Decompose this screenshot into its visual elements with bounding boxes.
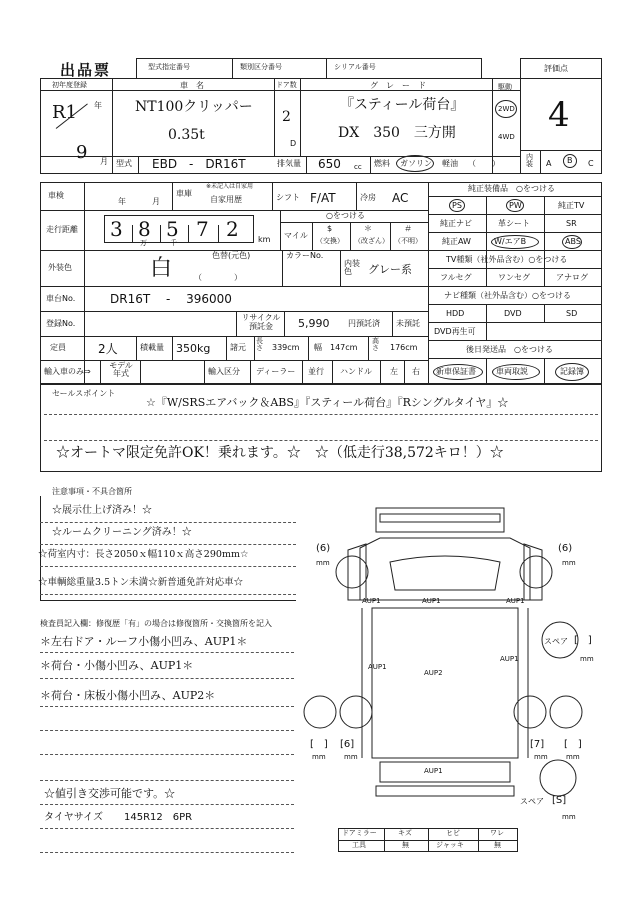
notes-label: 注意事項・不具合箇所 [52, 487, 132, 496]
exterior-value: 白 [150, 256, 173, 281]
len-label: 長さ [256, 337, 263, 352]
inspector-label: 検査員記入欄：修復歴「有」の場合は修復箇所・交換箇所を記入 [40, 619, 272, 628]
inspector-line: ＊荷台・小傷小凹み、AUP1＊ [40, 659, 194, 672]
len-value: 339cm [272, 343, 300, 352]
width-value: 147cm [330, 343, 358, 352]
mileage-digit: 2 [226, 217, 239, 241]
ac-label: 冷房 [360, 193, 376, 202]
tread-rr2-unit: mm [566, 753, 580, 761]
options-title: 純正装備品 ○をつける [468, 184, 555, 193]
aup-center: AUP2 [424, 669, 443, 677]
tread-rl2: [6] [340, 739, 355, 750]
interior-color-label: 内装色 [344, 259, 360, 276]
aup-right: AUP1 [500, 655, 519, 663]
model-value: EBD - DR16T [152, 157, 246, 171]
recycle-mi: 未預託 [396, 319, 420, 328]
doors-value: 2 [282, 109, 291, 125]
shaken-label: 車検 [48, 191, 64, 200]
interior-color-value: グレー系 [368, 263, 412, 276]
reg-label: 登録No. [46, 319, 76, 328]
inspector-line: ＊左右ドア・ルーフ小傷小凹み、AUP1＊ [40, 635, 248, 648]
load-value: 350kg [176, 342, 211, 355]
man-label: 万 [140, 239, 147, 247]
odo-mark: ○をつける [326, 211, 365, 220]
navi-type-title: ナビ種類（社外品含む）○をつける [444, 291, 571, 300]
interior-b: B [567, 156, 573, 165]
month-value: 9 [76, 142, 88, 163]
mileage-digit: 7 [196, 217, 209, 241]
tread-rl1-unit: mm [312, 753, 326, 761]
grade-line2: DX 350 三方開 [338, 125, 456, 141]
mileage-digit: 3 [110, 217, 123, 241]
color-change-label: 色替(元色) [212, 251, 251, 260]
kaizan-label: （改ざん） [354, 237, 389, 245]
garage-note: ※未記入は自家用 [206, 183, 254, 190]
opt-hdd: HDD [446, 309, 465, 318]
sen-label: 千 [170, 239, 177, 247]
model-label: 型式 [116, 159, 132, 168]
tread-fl: (6) [316, 543, 331, 554]
import-label: 輸入車のみ⇒ [44, 367, 91, 376]
drive-4wd: 4WD [498, 133, 515, 141]
interior-label: 内装 [526, 153, 533, 168]
opt-dvd: DVD [504, 309, 522, 318]
load-label: 積載量 [140, 343, 164, 352]
note-line: ☆車輌総重量3.5トン未満☆新普通免許対応車☆ [38, 577, 244, 588]
hyoka-label: 評価点 [544, 64, 568, 73]
model-year-label: モデル年式 [109, 361, 133, 378]
mileage-digit: 8 [138, 217, 151, 241]
chassis-value: DR16T - 396000 [110, 292, 232, 306]
grade-line1: 『スティール荷台』 [340, 97, 465, 113]
kata-label: 型式指定番号 [148, 63, 190, 71]
grade-label: グ レ ー ド [370, 81, 426, 90]
km-label: km [258, 235, 271, 244]
opt-fullseg: フルセグ [440, 273, 472, 282]
aup-left: AUP1 [368, 663, 387, 671]
aup-front-right: AUP1 [506, 597, 525, 605]
color-no-label: カラーNo. [286, 251, 324, 260]
width-label: 幅 [314, 343, 322, 352]
sales-point-label: セールスポイント [52, 389, 116, 398]
page-title: 出品票 [60, 61, 112, 79]
shaken-month: 月 [152, 197, 160, 206]
fuel-light: 軽油 [442, 159, 458, 168]
tire-label: タイヤサイズ [44, 812, 103, 823]
spare-bottom-unit: mm [562, 813, 576, 821]
tread-rr2: [ ] [564, 739, 582, 750]
right-label: 右 [412, 367, 420, 376]
opt-abs: ABS [565, 237, 581, 246]
shift-value: F/AT [310, 191, 336, 205]
vehicle-damage-diagram [300, 500, 600, 830]
doors-label: ドア数 [276, 81, 297, 89]
dim-label: 諸元 [230, 343, 246, 352]
fumei-symbol: ＃ [404, 224, 412, 233]
spare-top-value: [ ] [574, 635, 592, 646]
car-name-value: NT100クリッパー [135, 99, 253, 115]
spare-top-unit: mm [580, 655, 594, 663]
inspector-line: ＊荷台・床板小傷小凹み、AUP2＊ [40, 689, 216, 702]
year-unit: 年 [94, 101, 102, 110]
interior-a: A [546, 159, 552, 168]
tread-rr1: [7] [530, 739, 545, 750]
ruibetsu-label: 類別区分番号 [240, 63, 282, 71]
handle-label: ハンドル [340, 367, 372, 376]
fuel-label: 燃料 [374, 159, 390, 168]
opt-navi: 純正ナビ [440, 219, 472, 228]
tv-type-title: TV種類（社外品含む）○をつける [446, 255, 568, 264]
later-title: 後日発送品 ○をつける [466, 345, 553, 354]
tonnage-value: 0.35t [168, 127, 205, 143]
displacement-value: 650 [318, 157, 341, 171]
recycle-label: リサイクル預託金 [241, 313, 281, 331]
tread-rl1: [ ] [310, 739, 328, 750]
note-line: ☆展示仕上げ済み！☆ [52, 505, 152, 516]
displacement-label: 排気量 [277, 159, 301, 168]
capacity-label: 定員 [50, 343, 66, 352]
opt-ps: PS [452, 201, 462, 210]
sales-point-line2: ☆オートマ限定免許OK！乗れます。☆ ☆（低走行38,572キロ！）☆ [56, 445, 504, 461]
drive-2wd: 2WD [498, 105, 515, 113]
interior-c: C [588, 159, 594, 168]
opt-dvd-play: DVD再生可 [434, 327, 476, 336]
drive-label: 駆動 [498, 83, 512, 91]
chassis-label: 車台No. [46, 294, 76, 303]
garage-label: 車庫 [176, 189, 192, 198]
door-type: D [290, 139, 297, 148]
jack-label: ジャッキ [436, 841, 464, 849]
import-kubun: 輸入区分 [208, 367, 240, 376]
opt-sd: SD [566, 309, 578, 318]
aup-rear: AUP1 [424, 767, 443, 775]
kaizan-symbol: ＊ [364, 224, 372, 233]
ac-value: AC [392, 191, 409, 205]
era-value: R1 [52, 102, 78, 123]
ware-label: ワレ [490, 829, 504, 837]
opt-new-warranty: 新車保証書 [436, 367, 476, 376]
tread-rr1-unit: mm [534, 753, 548, 761]
tire-value: 145R12 6PR [124, 812, 193, 823]
car-name-label: 車 名 [180, 81, 204, 90]
tread-rl2-unit: mm [344, 753, 358, 761]
fumei-label: （不明） [394, 237, 422, 245]
recycle-unit: 円預託済 [348, 319, 380, 328]
tool-label: 工具 [352, 841, 366, 849]
fuel-other: （ ） [468, 159, 500, 168]
mile-label: マイル [284, 231, 308, 240]
mirror-label: ドアミラー [342, 829, 377, 837]
opt-record: 記録簿 [560, 367, 584, 376]
jack-value: 無 [494, 841, 501, 849]
tool-value: 無 [402, 841, 409, 849]
garage-rireki: 自家用歴 [210, 195, 242, 204]
month-unit: 月 [100, 157, 108, 166]
spare-bottom-value: [S] [552, 795, 567, 806]
opt-aw: 純正AW [442, 237, 471, 246]
opt-analog: アナログ [556, 273, 588, 282]
height-label: 高さ [372, 337, 379, 352]
note-line: ☆ルームクリーニング済み！☆ [52, 527, 192, 538]
exchange-symbol: $ [327, 224, 333, 233]
left-label: 左 [390, 367, 398, 376]
shaken-year: 年 [118, 197, 126, 206]
shift-label: シフト [276, 193, 300, 202]
nego-text: ☆値引き交渉可能です。☆ [44, 787, 176, 800]
capacity-value: 2人 [98, 342, 118, 356]
aup-front-mid: AUP1 [422, 597, 441, 605]
height-value: 176cm [390, 343, 418, 352]
mileage-digit: 5 [166, 217, 179, 241]
aup-front-left: AUP1 [362, 597, 381, 605]
color-change-paren: （ ） [194, 273, 242, 282]
parallel-label: 並行 [308, 367, 324, 376]
tread-fl-unit: mm [316, 559, 330, 567]
score-value: 4 [548, 95, 570, 135]
crack-label: ヒビ [446, 829, 460, 837]
recycle-value: 5,990 [298, 317, 330, 330]
fuel-value: ガソリン [400, 159, 432, 168]
opt-tv: 純正TV [558, 201, 585, 210]
exchange-label: （交換） [316, 237, 344, 245]
opt-sr: SR [566, 219, 577, 228]
tread-fr-unit: mm [562, 559, 576, 567]
serial-label: シリアル番号 [334, 63, 376, 71]
displacement-unit: cc [354, 163, 362, 171]
opt-manual: 車両取説 [496, 367, 528, 376]
mileage-label: 走行距離 [46, 225, 78, 234]
opt-wab: W/エアB [494, 237, 527, 246]
note-line: ☆荷室内寸：長さ2050ｘ幅110ｘ高さ290mm☆ [38, 549, 249, 560]
spare-top-label: スペア [544, 637, 568, 646]
exterior-label: 外装色 [48, 263, 72, 272]
sales-point-line1: ☆『W/SRSエアバック＆ABS』『スティール荷台』『Rシングルタイヤ』☆ [146, 396, 509, 409]
dealer-label: ディーラー [256, 367, 296, 376]
opt-pw: PW [509, 201, 522, 210]
key-label: キズ [398, 829, 412, 837]
opt-leather: 革シート [498, 219, 530, 228]
spare-bottom-label: スペア [520, 797, 544, 806]
first-reg-label: 初年度登録 [52, 81, 87, 89]
tread-fr: (6) [558, 543, 573, 554]
opt-oneseg: ワンセグ [498, 273, 530, 282]
